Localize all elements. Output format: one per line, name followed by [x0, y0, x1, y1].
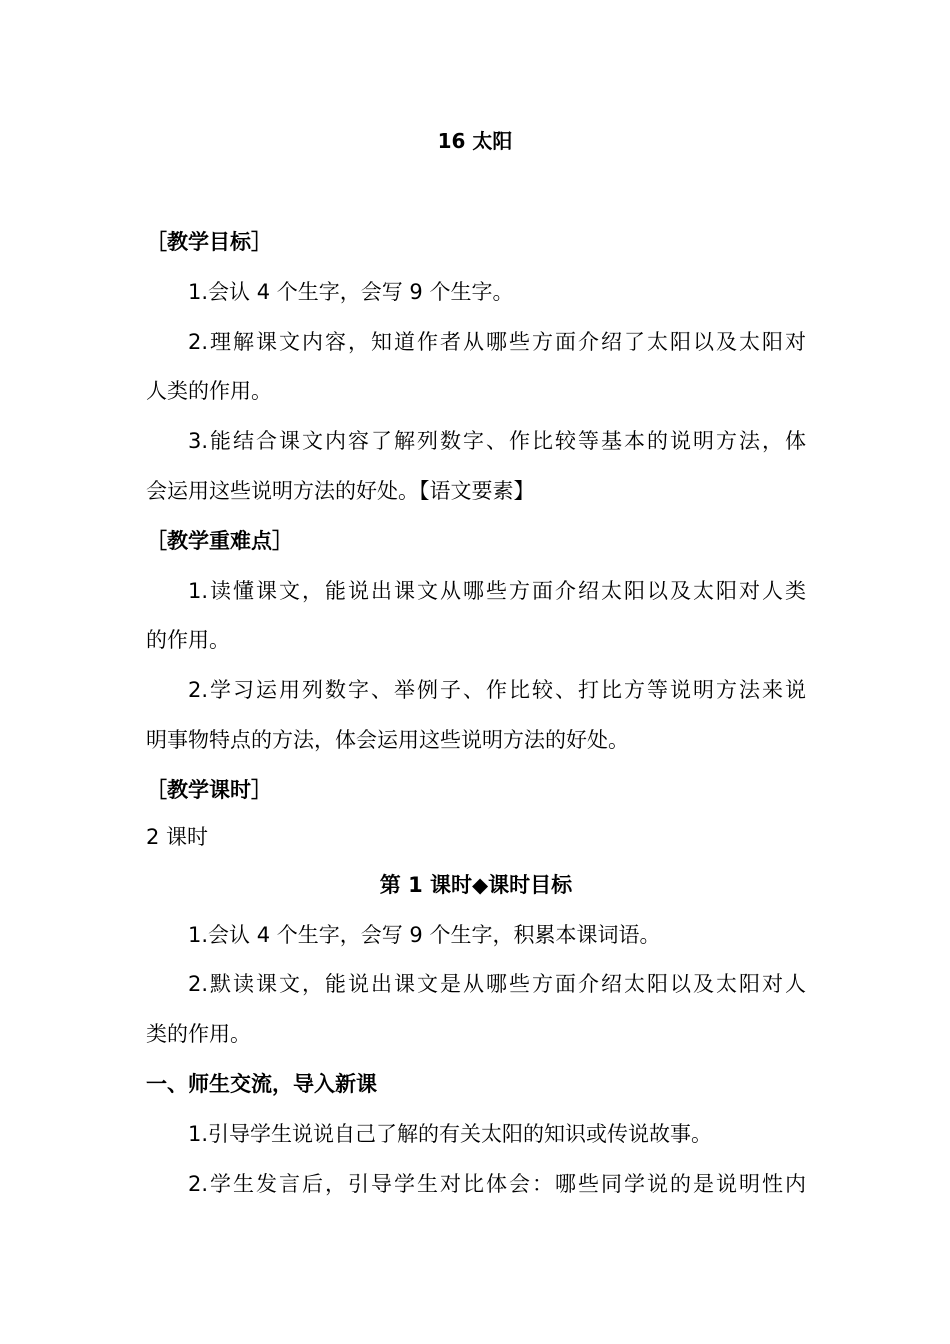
lesson1-goal-2: 2.默读课文，能说出课文是从哪些方面介绍太阳以及太阳对人 — [188, 972, 806, 997]
part1-heading: 一、师生交流，导入新课 — [146, 1071, 377, 1096]
document-body — [146, 226, 806, 1217]
goal-item-1: 1.会认 4 个生字，会写 9 个生字。 — [188, 279, 514, 304]
lesson1-goal-2-continued: 类的作用。 — [146, 1022, 251, 1047]
teaching-periods-value: 2 课时 — [146, 825, 209, 850]
key-point-item-1-continued: 的作用。 — [146, 628, 230, 653]
document-title: 16 太阳 — [437, 129, 513, 153]
goal-item-3-continued: 会运用这些说明方法的好处。【语文要素】 — [146, 478, 535, 503]
goal-item-2-continued: 人类的作用。 — [146, 379, 272, 404]
lesson1-heading: 第 1 课时◆课时目标 — [379, 872, 573, 897]
key-points-heading: ［教学重难点］ — [146, 528, 293, 553]
part1-item-1: 1.引导学生说说自己了解的有关太阳的知识或传说故事。 — [188, 1121, 713, 1146]
key-point-item-1: 1.读懂课文，能说出课文从哪些方面介绍太阳以及太阳对人类 — [188, 578, 806, 603]
goal-item-2: 2.理解课文内容，知道作者从哪些方面介绍了太阳以及太阳对 — [188, 329, 806, 354]
key-point-item-2: 2.学习运用列数字、举例子、作比较、打比方等说明方法来说 — [188, 678, 806, 703]
teaching-goals-heading: ［教学目标］ — [146, 230, 272, 254]
part1-item-2: 2.学生发言后，引导学生对比体会：哪些同学说的是说明性内 — [188, 1171, 806, 1196]
key-point-item-2-continued: 明事物特点的方法，体会运用这些说明方法的好处。 — [146, 727, 629, 752]
teaching-periods-heading: ［教学课时］ — [146, 777, 272, 802]
goal-item-3: 3.能结合课文内容了解列数字、作比较等基本的说明方法，体 — [188, 429, 806, 454]
lesson1-goal-1: 1.会认 4 个生字，会写 9 个生字，积累本课词语。 — [188, 922, 661, 947]
